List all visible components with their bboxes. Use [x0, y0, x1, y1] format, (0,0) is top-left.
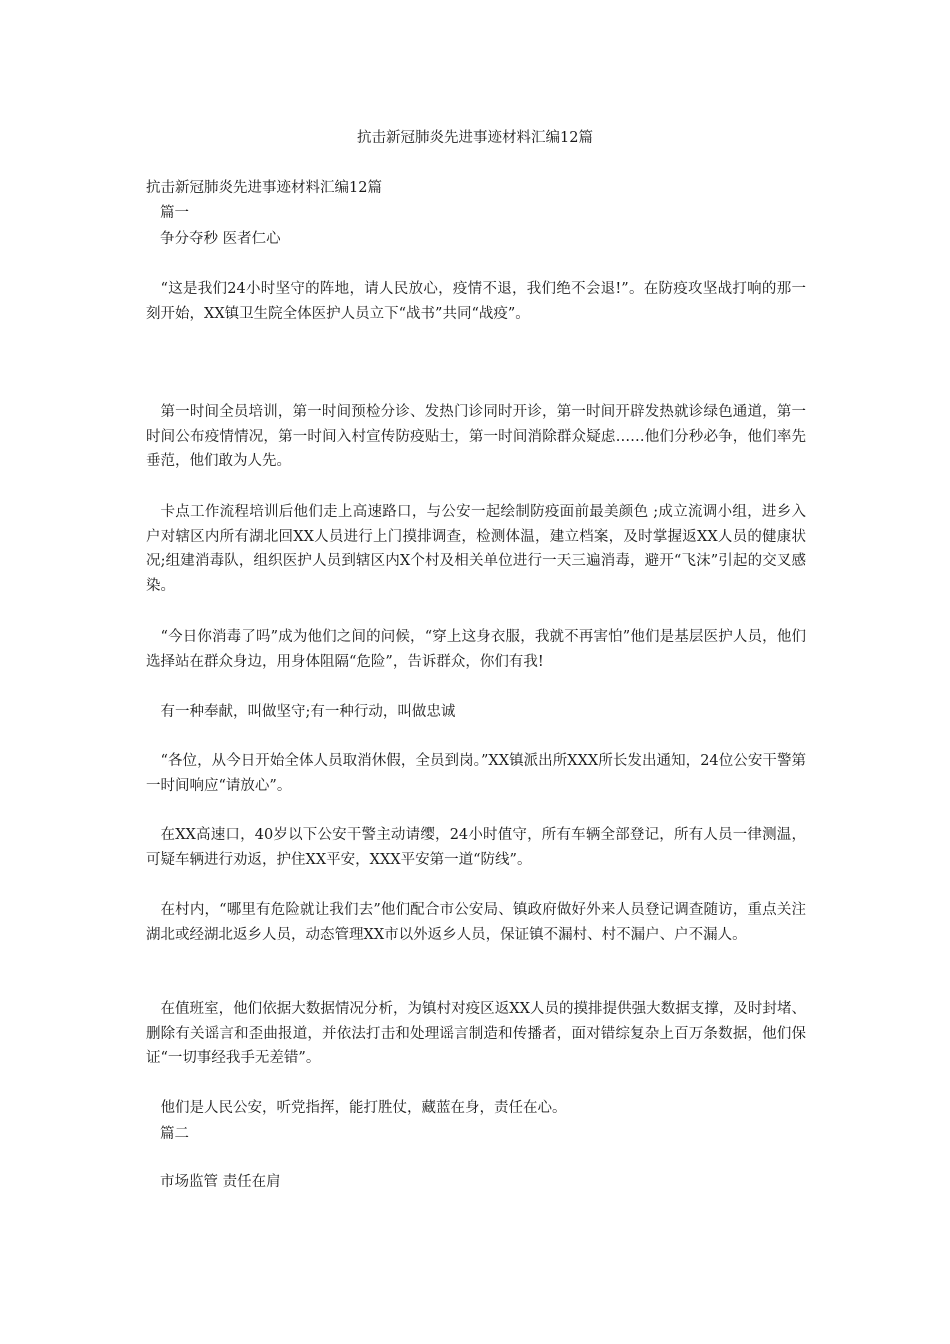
document-subtitle: 抗击新冠肺炎先进事迹材料汇编12篇: [146, 180, 382, 196]
paragraph-4: “今日你消毒了吗”成为他们之间的问候，“穿上这身衣服，我就不再害怕”他们是基层医护人员，他们选择站在群众身边，用身体阻隔“危险”，告诉群众，你们有我!: [146, 629, 806, 670]
paragraph-8: 在村内，“哪里有危险就让我们去”他们配合市公安局、镇政府做好外来人员登记调查随访，重点关注湖北或经湖北返乡人员，动态管理XX市以外返乡人员，保证镇不漏村、村不漏户、户不漏人。: [146, 902, 806, 943]
paragraph-2: 第一时间全员培训，第一时间预检分诊、发热门诊同时开诊，第一时间开辟发热就诊绿色通道，第一时间公布疫情情况，第一时间入村宣传防疫贴士，第一时间消除群众疑虑……他们分秒必争，他们率先垂范，他们敢为人先。: [146, 404, 806, 469]
section-label-2: 篇二: [160, 1126, 189, 1142]
paragraph-9: 在值班室，他们依据大数据情况分析，为镇村对疫区返XX人员的摸排提供强大数据支撑，及时封堵、删除有关谣言和歪曲报道，并依法打击和处理谣言制造和传播者，面对错综复杂上百万条数据，他们保证“一切事经我手无差错”。: [146, 1001, 806, 1066]
paragraph-7: 在XX高速口，40岁以下公安干警主动请缨，24小时值守，所有车辆全部登记，所有人员一律测温，可疑车辆进行劝返，护住XX平安，XXX平安第一道“防线”。: [146, 827, 806, 868]
paragraph-1: “这是我们24小时坚守的阵地，请人民放心，疫情不退，我们绝不会退!”。在防疫攻坚战打响的那一刻开始，XX镇卫生院全体医护人员立下“战书”共同“战疫”。: [146, 281, 806, 322]
paragraph-3: 卡点工作流程培训后他们走上高速路口，与公安一起绘制防疫面前最美颜色 ;成立流调小组，进乡入户对辖区内所有湖北回XX人员进行上门摸排调查，检测体温，建立档案，及时掌握返XX人员的健康状况;组建消毒队，组织医护人员到辖区内X个村及相关单位进行一天三遍消毒，避开“飞沫”引起的交叉感染。: [146, 504, 806, 594]
section-label-1: 篇一: [160, 205, 189, 221]
paragraph-5: 有一种奉献，叫做坚守;有一种行动，叫做忠诚: [160, 704, 456, 720]
paragraph-10: 他们是人民公安，听党指挥，能打胜仗，藏蓝在身，责任在心。: [160, 1100, 567, 1116]
document-title: 抗击新冠肺炎先进事迹材料汇编12篇: [357, 130, 593, 146]
section-heading-1: 争分夺秒 医者仁心: [160, 231, 281, 247]
paragraph-6: “各位，从今日开始全体人员取消休假，全员到岗。”XX镇派出所XXX所长发出通知，24位公安干警第一时间响应“请放心”。: [146, 753, 806, 794]
section-heading-2: 市场监管 责任在肩: [160, 1174, 281, 1190]
